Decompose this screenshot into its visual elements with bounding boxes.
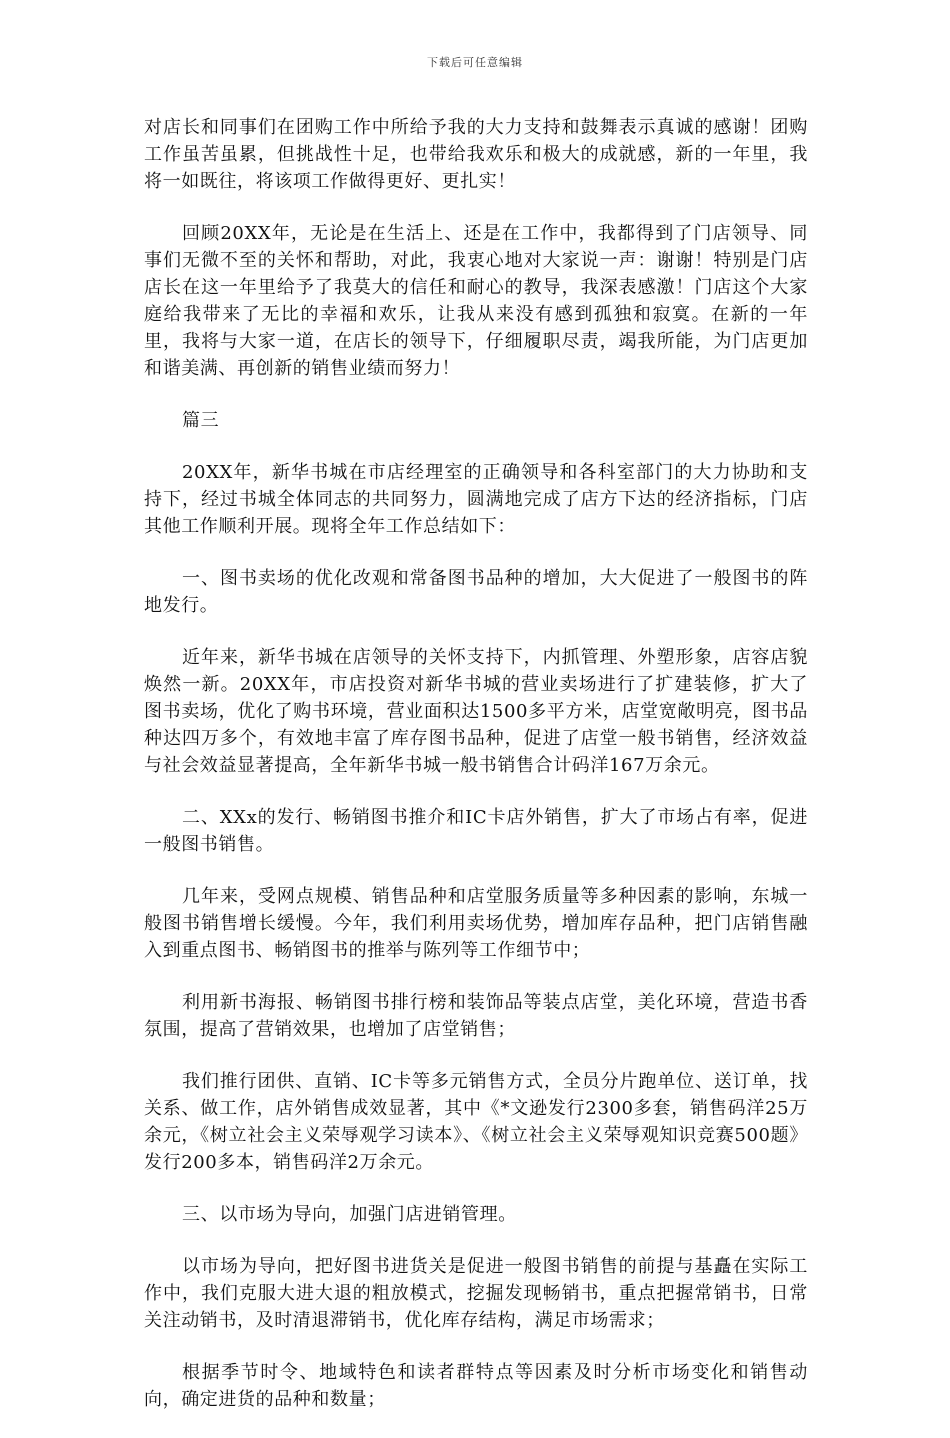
paragraph: 20XX年，新华书城在市店经理室的正确领导和各科室部门的大力协助和支持下，经过书城全体同志的共同努力，圆满地完成了店方下达的经济指标，门店其他工作顺利开展。现将全年工作总结如下： xyxy=(144,462,808,537)
paragraph: 根据季节时令、地域特色和读者群特点等因素及时分析市场变化和销售动向，确定进货的品种和数量； xyxy=(144,1362,808,1410)
paragraph: 回顾20XX年，无论是在生活上、还是在工作中，我都得到了门店领导、同事们无微不至的关怀和帮助，对此，我衷心地对大家说一声：谢谢！特别是门店店长在这一年里给予了我莫大的信任和耐心的教导，我深表感激！门店这个大家庭给我带来了无比的幸福和欢乐，让我从来没有感到孤独和寂寞。在新的一年里，我将与大家一道，在店长的领导下，仔细履职尽责，竭我所能，为门店更加和谐美满、再创新的销售业绩而努力！ xyxy=(144,223,808,379)
paragraph: 三、以市场为导向，加强门店进销管理。 xyxy=(182,1204,517,1225)
page-header: 下载后可任意编辑 xyxy=(427,56,523,69)
paragraph: 对店长和同事们在团购工作中所给予我的大力支持和鼓舞表示真诚的感谢！团购工作虽苦虽累，但挑战性十足，也带给我欢乐和极大的成就感，新的一年里，我将一如既往，将该项工作做得更好、更扎实！ xyxy=(144,117,808,192)
section-heading: 篇三 xyxy=(182,410,220,431)
paragraph: 近年来，新华书城在店领导的关怀支持下，内抓管理、外塑形象，店容店貌焕然一新。20XX年，市店投资对新华书城的营业卖场进行了扩建装修，扩大了图书卖场，优化了购书环境，营业面积达1500多平方米，店堂宽敞明亮，图书品种达四万多个，有效地丰富了库存图书品种，促进了店堂一般书销售，经济效益与社会效益显著提高，全年新华书城一般书销售合计码洋167万余元。 xyxy=(144,647,808,776)
paragraph: 一、图书卖场的优化改观和常备图书品种的增加，大大促进了一般图书的阵地发行。 xyxy=(144,568,808,616)
paragraph: 利用新书海报、畅销图书排行榜和装饰品等装点店堂，美化环境，营造书香氛围，提高了营销效果，也增加了店堂销售； xyxy=(144,992,808,1040)
paragraph: 我们推行团供、直销、IC卡等多元销售方式，全员分片跑单位、送订单，找关系、做工作，店外销售成效显著，其中《*文逊发行2300多套，销售码洋25万余元，《树立社会主义荣辱观学习读本》、《树立社会主义荣辱观知识竞赛500题》发行200多本，销售码洋2万余元。 xyxy=(144,1071,808,1173)
document-body xyxy=(144,114,808,1438)
paragraph: 二、XXx的发行、畅销图书推介和IC卡店外销售，扩大了市场占有率，促进一般图书销售。 xyxy=(144,807,808,855)
paragraph: 几年来，受网点规模、销售品种和店堂服务质量等多种因素的影响，东城一般图书销售增长缓慢。今年，我们利用卖场优势，增加库存品种，把门店销售融入到重点图书、畅销图书的推举与陈列等工作细节中； xyxy=(144,886,808,961)
paragraph: 以市场为导向，把好图书进货关是促进一般图书销售的前提与基矗在实际工作中，我们克服大进大退的粗放模式，挖掘发现畅销书，重点把握常销书，日常关注动销书，及时清退滞销书，优化库存结构，满足市场需求； xyxy=(144,1256,808,1331)
